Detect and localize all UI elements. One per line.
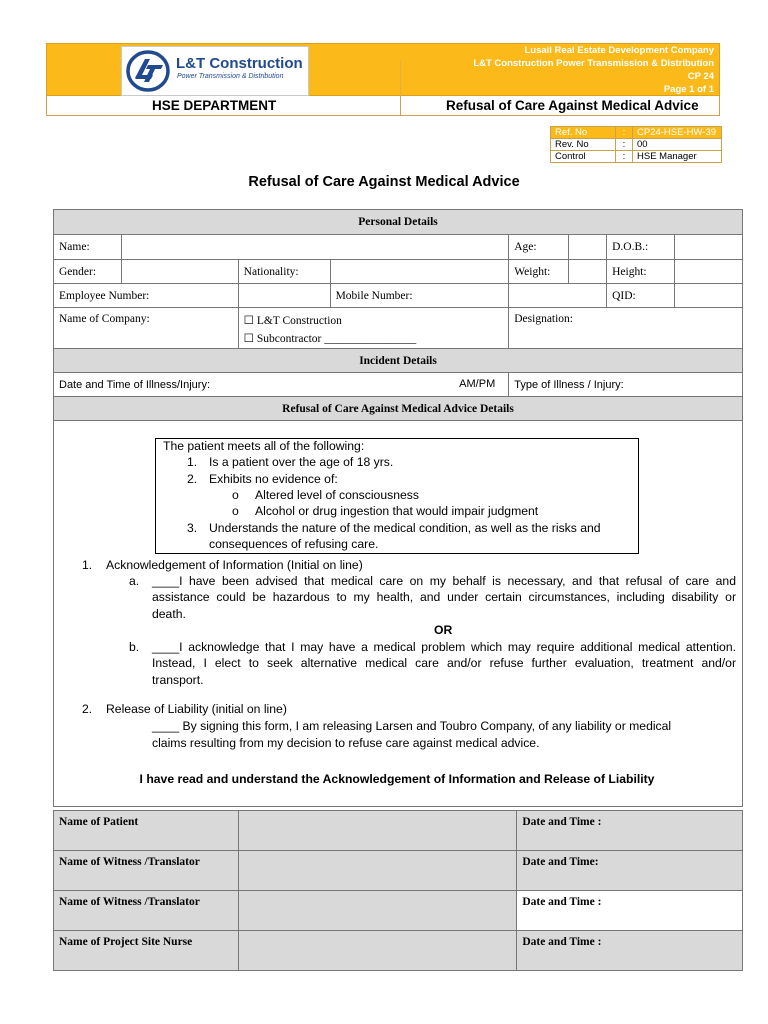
- release-number: 2.: [82, 702, 93, 716]
- nurse-signature-field[interactable]: [238, 931, 517, 971]
- criteria-item-2: Exhibits no evidence of:: [209, 472, 338, 486]
- ref-row: [551, 139, 722, 151]
- illness-type-label: Type of Illness / Injury:: [514, 378, 624, 391]
- signature-date-label[interactable]: Date and Time :: [517, 891, 743, 931]
- company-label: Name of Company:: [54, 308, 239, 349]
- criteria-num-2: 2.: [187, 472, 198, 486]
- nationality-field[interactable]: [330, 260, 509, 284]
- release-line-1: ____ By signing this form, I am releasing Larsen and Toubro Company, of any liability or medical: [152, 719, 672, 733]
- patient-signature-field[interactable]: [238, 811, 517, 851]
- dob-field[interactable]: [675, 235, 743, 260]
- signature-row: [54, 931, 743, 971]
- corp-line-3: CP 24: [687, 71, 714, 82]
- ref-label: Control: [551, 151, 616, 163]
- department-name: HSE DEPARTMENT: [152, 98, 277, 113]
- ack-a-label: a.: [129, 574, 140, 588]
- ref-value: CP24-HSE-HW-39: [633, 127, 722, 139]
- height-label: Height:: [607, 260, 675, 284]
- corp-line-4: Page 1 of 1: [663, 84, 714, 95]
- signature-table: [53, 810, 743, 971]
- nationality-label: Nationality:: [238, 260, 330, 284]
- illness-type-field[interactable]: [509, 373, 743, 397]
- signature-date-label[interactable]: Date and Time :: [517, 931, 743, 971]
- name-field[interactable]: [121, 235, 508, 260]
- ampm-label: AM/PM: [459, 378, 496, 390]
- qid-field[interactable]: [675, 284, 743, 308]
- company-option-lt[interactable]: ☐ L&T Construction: [243, 315, 342, 327]
- ref-label: Ref. No: [551, 127, 616, 139]
- employee-number-field[interactable]: [238, 284, 330, 308]
- logo-company-name: L&T Construction: [176, 55, 303, 72]
- signature-date-label[interactable]: Date and Time:: [517, 851, 743, 891]
- mobile-number-field[interactable]: [509, 284, 607, 308]
- signature-date-label[interactable]: Date and Time :: [517, 811, 743, 851]
- signature-label: Name of Patient: [54, 811, 239, 851]
- lt-logo-icon: [126, 49, 170, 93]
- acknowledgement-statement: I have read and understand the Acknowledgement of Information and Release of Liability: [139, 772, 655, 786]
- signature-row: [54, 851, 743, 891]
- ack-b-line-1: ____I acknowledge that I may have a medical problem which may require additional medical attention.: [152, 640, 736, 654]
- qid-label: QID:: [607, 284, 675, 308]
- criteria-num-1: 1.: [187, 455, 198, 469]
- gender-label: Gender:: [54, 260, 122, 284]
- corp-line-1: Lusail Real Estate Development Company: [524, 45, 714, 56]
- release-heading: Release of Liability (initial on line): [106, 702, 287, 716]
- signature-label: Name of Witness /Translator: [54, 851, 239, 891]
- page-title: Refusal of Care Against Medical Advice: [248, 174, 520, 190]
- sub-bullet-icon: o: [232, 488, 239, 502]
- header-form-title: Refusal of Care Against Medical Advice: [446, 98, 699, 113]
- company-option-subcontractor[interactable]: ☐ Subcontractor ________________: [243, 333, 417, 345]
- ref-value: HSE Manager: [633, 151, 722, 163]
- age-label: Age:: [509, 235, 569, 260]
- criteria-item-3-line-1: Understands the nature of the medical condition, as well as the risks and: [209, 521, 601, 535]
- signature-row: [54, 811, 743, 851]
- ref-label: Rev. No: [551, 139, 616, 151]
- illness-datetime-field[interactable]: [54, 373, 509, 397]
- company-options: [238, 308, 509, 349]
- incident-details-heading: Incident Details: [54, 349, 743, 373]
- signature-label: Name of Project Site Nurse: [54, 931, 239, 971]
- ack-or: OR: [434, 623, 453, 637]
- header-divider: [400, 60, 401, 96]
- illness-datetime-label: Date and Time of Illness/Injury:: [59, 378, 211, 391]
- age-field[interactable]: [569, 235, 607, 260]
- employee-number-label: Employee Number:: [54, 284, 239, 308]
- witness-signature-field[interactable]: [238, 891, 517, 931]
- ack-a-line-3: death.: [152, 607, 186, 621]
- ack-b-line-3: transport.: [152, 673, 204, 687]
- corp-line-2: L&T Construction Power Transmission & Distribution: [473, 58, 714, 69]
- header-title-divider: [400, 96, 401, 116]
- criteria-item-3-line-2: consequences of refusing care.: [209, 537, 379, 551]
- ref-row: [551, 151, 722, 163]
- reference-table: [550, 126, 722, 163]
- ref-sep: :: [616, 151, 633, 163]
- mobile-number-label: Mobile Number:: [330, 284, 509, 308]
- signature-row: [54, 891, 743, 931]
- ack-b-line-2: Instead, I elect to seek alternative medical care and/or refuse further evaluation, treatment and/or: [152, 656, 736, 670]
- ack-a-line-1: ____I have been advised that medical care on my behalf is necessary, and that refusal of care and: [152, 574, 736, 588]
- name-label: Name:: [54, 235, 122, 260]
- release-line-2: claims resulting from my decision to refuse care against medical advice.: [152, 736, 540, 750]
- ref-sep: :: [616, 139, 633, 151]
- personal-details-heading: Personal Details: [54, 210, 743, 235]
- ref-sep: :: [616, 127, 633, 139]
- designation-label: Designation:: [509, 308, 743, 349]
- ref-value: 00: [633, 139, 722, 151]
- height-field[interactable]: [675, 260, 743, 284]
- criteria-sub-1: Altered level of consciousness: [255, 488, 419, 502]
- weight-field[interactable]: [569, 260, 607, 284]
- gender-field[interactable]: [121, 260, 238, 284]
- witness-signature-field[interactable]: [238, 851, 517, 891]
- sub-bullet-icon: o: [232, 504, 239, 518]
- dob-label: D.O.B.:: [607, 235, 675, 260]
- ack-heading: Acknowledgement of Information (Initial on line): [106, 558, 363, 572]
- logo-tagline: Power Transmission & Distribution: [177, 73, 284, 80]
- refusal-details-heading: Refusal of Care Against Medical Advice Details: [54, 397, 743, 421]
- ack-a-line-2: assistance could be hazardous to my health, and under certain circumstances, including disability or: [152, 590, 736, 604]
- signature-label: Name of Witness /Translator: [54, 891, 239, 931]
- criteria-num-3: 3.: [187, 521, 198, 535]
- ack-number: 1.: [82, 558, 93, 572]
- weight-label: Weight:: [509, 260, 569, 284]
- criteria-sub-2: Alcohol or drug ingestion that would impair judgment: [255, 504, 539, 518]
- criteria-item-1: Is a patient over the age of 18 yrs.: [209, 455, 394, 469]
- ack-b-label: b.: [129, 640, 140, 654]
- criteria-intro: The patient meets all of the following:: [163, 439, 365, 453]
- ref-row: [551, 127, 722, 139]
